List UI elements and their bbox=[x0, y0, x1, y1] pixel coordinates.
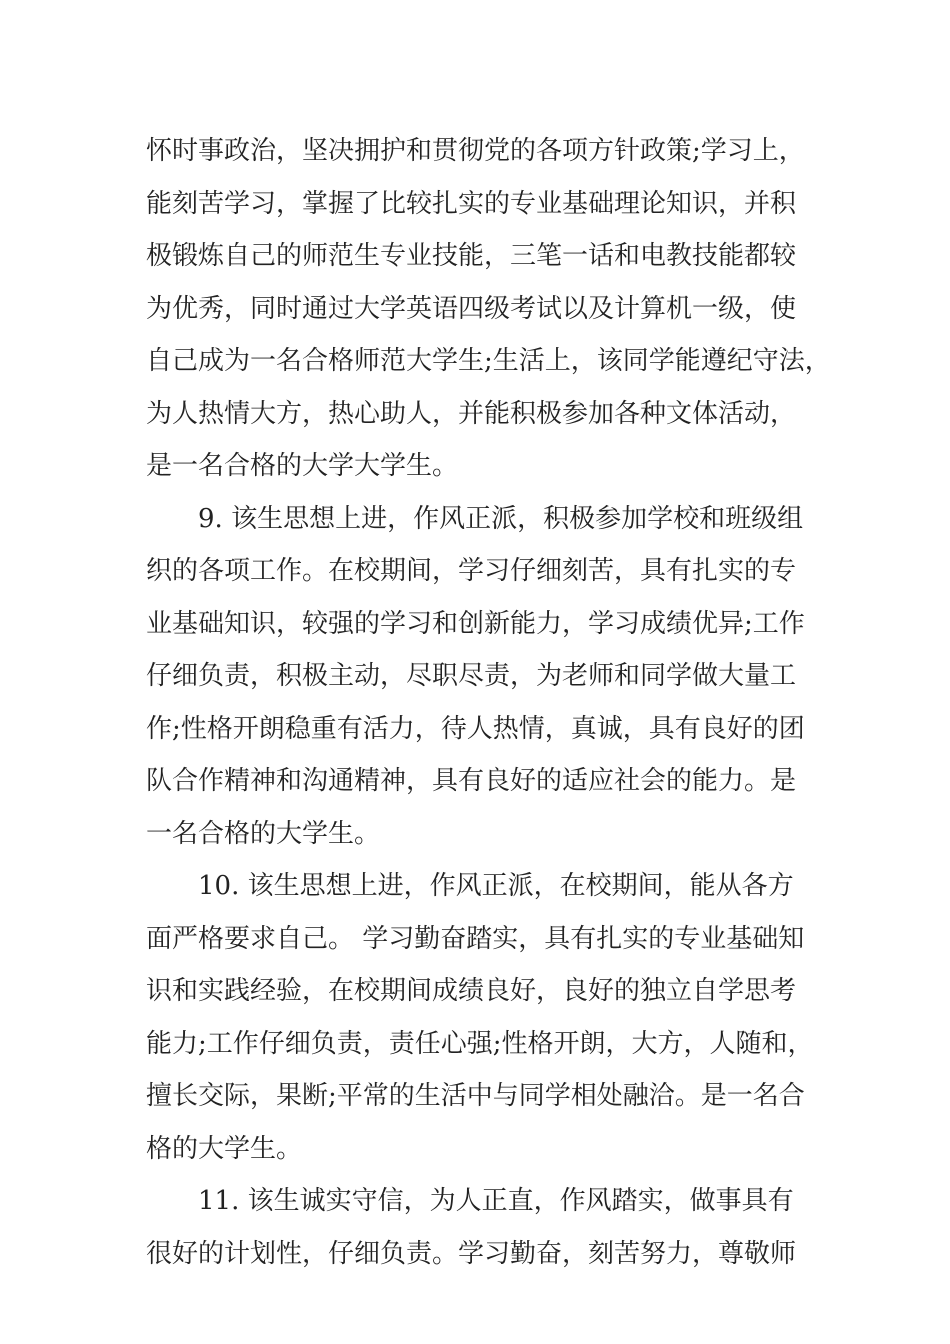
paragraph-start-line: 9. 该生思想上进，作风正派，积极参加学校和班级组 bbox=[198, 503, 804, 534]
text-line: 作;性格开朗稳重有活力，待人热情，真诚，具有良好的团 bbox=[146, 713, 805, 744]
text-line: 织的各项工作。在校期间，学习仔细刻苦，具有扎实的专 bbox=[146, 556, 797, 586]
text-line: 一名合格的大学生。 bbox=[146, 818, 381, 849]
text-line: 业基础知识，较强的学习和创新能力，学习成绩优异;工作 bbox=[146, 608, 805, 639]
text-line: 识和实践经验，在校期间成绩良好，良好的独立自学思考 bbox=[146, 976, 797, 1006]
text-line: 极锻炼自己的师范生专业技能，三笔一话和电教技能都较 bbox=[146, 241, 797, 271]
text-line: 能刻苦学习，掌握了比较扎实的专业基础理论知识，并积 bbox=[146, 188, 797, 219]
text-line: 自己成为一名合格师范大学生;生活上，该同学能遵纪守法， bbox=[146, 346, 831, 376]
text-line: 怀时事政治，坚决拥护和贯彻党的各项方针政策;学习上， bbox=[146, 136, 805, 166]
text-line: 为优秀，同时通过大学英语四级考试以及计算机一级，使 bbox=[146, 293, 797, 324]
body-text bbox=[146, 125, 831, 1280]
text-line: 很好的计划性，仔细负责。学习勤奋，刻苦努力，尊敬师 bbox=[146, 1238, 797, 1269]
text-line: 为人热情大方，热心助人，并能积极参加各种文体活动， bbox=[146, 398, 797, 429]
text-line: 能力;工作仔细负责，责任心强;性格开朗，大方，人随和， bbox=[146, 1028, 814, 1059]
text-line: 擅长交际，果断;平常的生活中与同学相处融洽。是一名合 bbox=[146, 1081, 805, 1111]
text-line: 是一名合格的大学大学生。 bbox=[146, 451, 459, 481]
text-line: 面严格要求自己。 学习勤奋踏实，具有扎实的专业基础知 bbox=[146, 923, 805, 954]
text-line: 格的大学生。 bbox=[146, 1133, 303, 1164]
text-line: 仔细负责，积极主动，尽职尽责，为老师和同学做大量工 bbox=[146, 661, 797, 691]
paragraph-start-line: 11. 该生诚实守信，为人正直，作风踏实，做事具有 bbox=[198, 1186, 794, 1216]
paragraph-start-line: 10. 该生思想上进，作风正派，在校期间，能从各方 bbox=[198, 871, 794, 901]
text-line: 队合作精神和沟通精神，具有良好的适应社会的能力。是 bbox=[146, 766, 797, 796]
